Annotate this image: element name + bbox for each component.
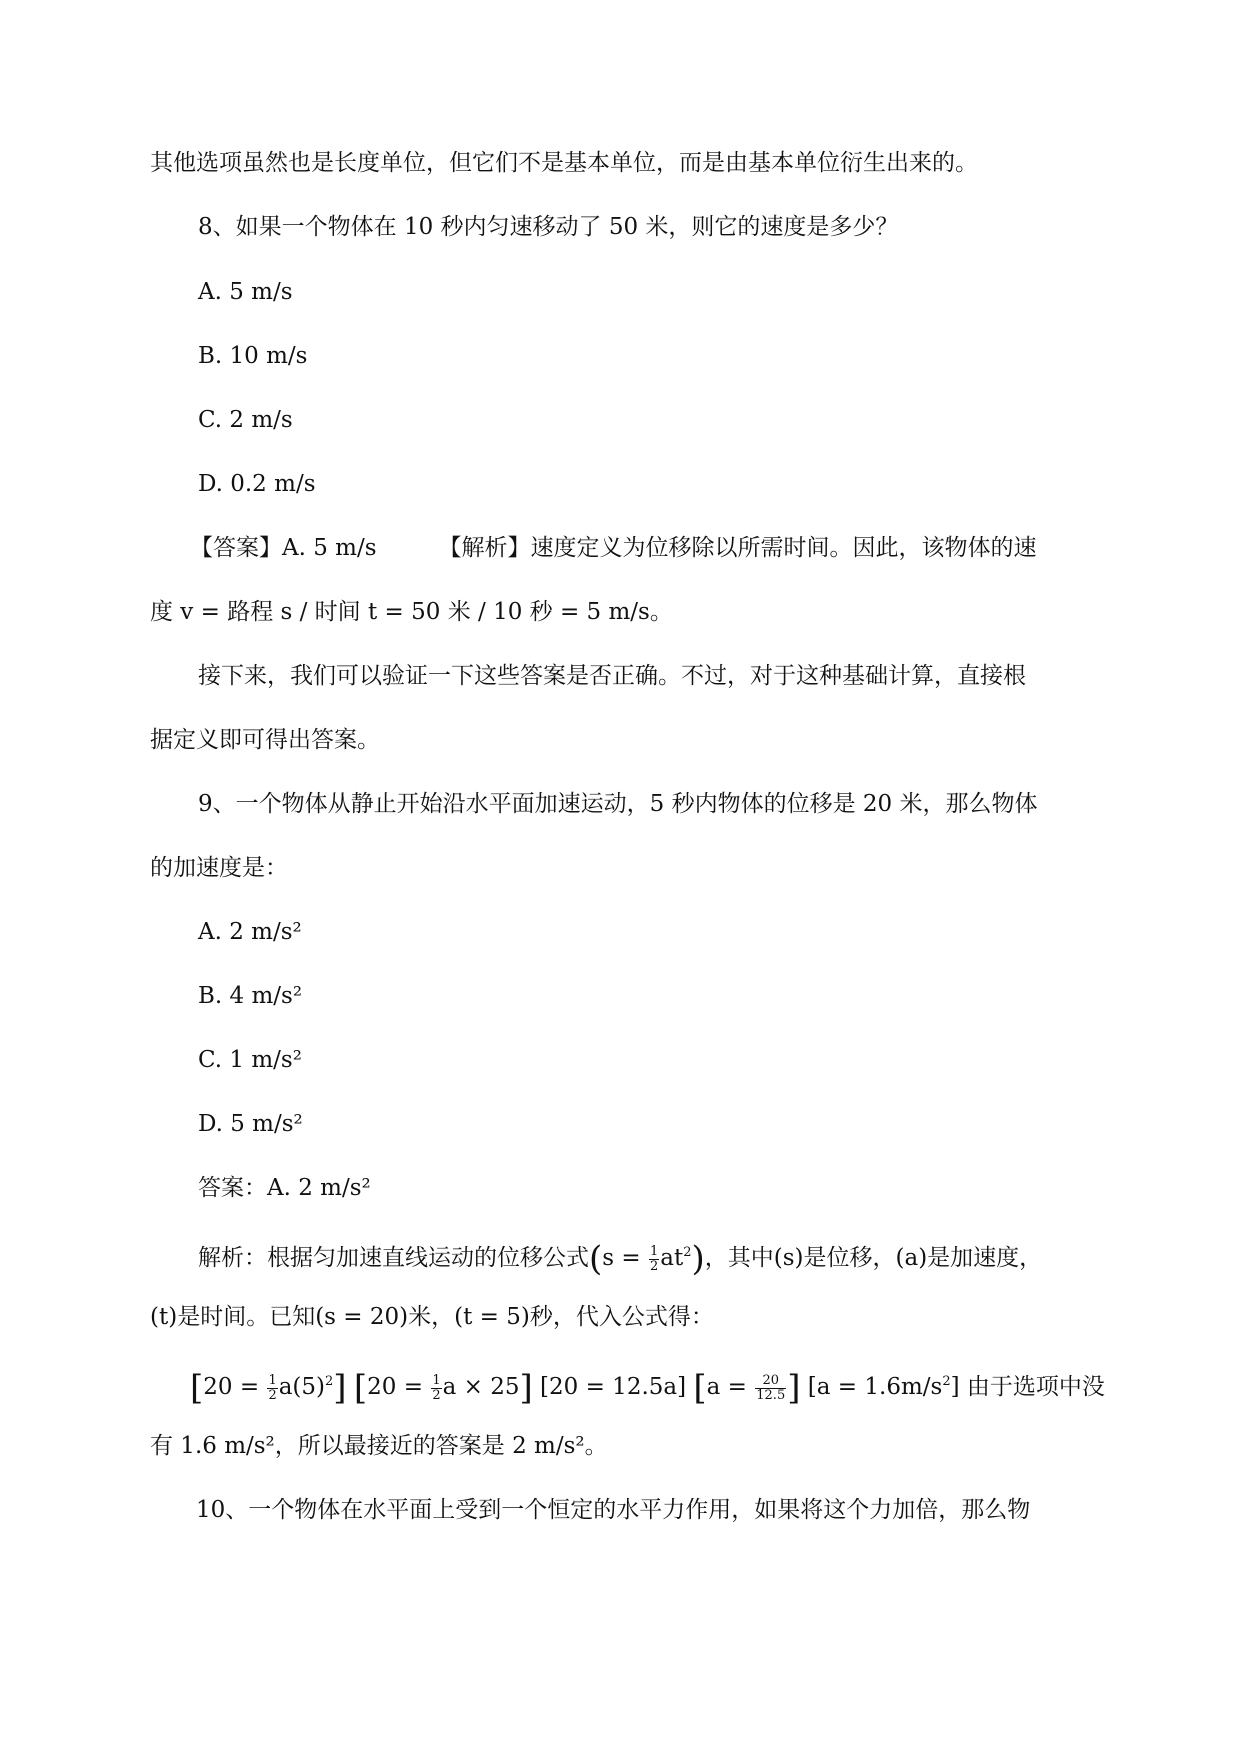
calc-step-2: [20 = $\frac{1}{2}$ a × 25] bbox=[353, 1368, 533, 1408]
q8-analysis-cont: 度 v = 路程 s / 时间 t = 50 米 / 10 秒 = 5 m/s。 bbox=[150, 599, 673, 625]
q9-option-b: B. 4 m/s² bbox=[198, 983, 303, 1009]
calc-step-5: $[a = 1.6m/s^2]$ bbox=[807, 1374, 960, 1400]
q8-answer-line bbox=[190, 533, 1037, 563]
q9-answer: 答案：A. 2 m/s² bbox=[198, 1175, 371, 1201]
q8-analysis: 【解析】速度定义为位移除以所需时间。因此，该物体的速 bbox=[438, 535, 1037, 561]
verify-line-2: 据定义即可得出答案。 bbox=[150, 727, 380, 753]
calc-tail: 由于选项中没 bbox=[966, 1374, 1105, 1400]
q8-answer: 【答案】A. 5 m/s bbox=[190, 535, 377, 561]
q8-option-a: A. 5 m/s bbox=[198, 279, 293, 305]
question-9-line-1: 9、一个物体从静止开始沿水平面加速运动，5 秒内物体的位移是 20 米，那么物体 bbox=[198, 791, 1038, 817]
verify-line-1: 接下来，我们可以验证一下这些答案是否正确。不过，对于这种基础计算，直接根 bbox=[198, 663, 1026, 689]
paragraph-intro: 其他选项虽然也是长度单位，但它们不是基本单位，而是由基本单位衍生出来的。 bbox=[150, 150, 978, 176]
q9-option-d: D. 5 m/s² bbox=[198, 1111, 303, 1137]
q8-option-c: C. 2 m/s bbox=[198, 407, 293, 433]
q9-option-a: A. 2 m/s² bbox=[198, 919, 302, 945]
q9-analysis-line-2: (t)是时间。已知(s = 20)米，(t = 5)秒，代入公式得： bbox=[150, 1304, 714, 1330]
q9-analysis-prefix: 解析：根据匀加速直线运动的位移公式 bbox=[198, 1245, 589, 1271]
q9-analysis-line-1 bbox=[198, 1238, 1043, 1279]
q9-analysis-mid: ，其中(s)是位移，(a)是加速度， bbox=[704, 1245, 1043, 1271]
q9-calc-line bbox=[190, 1367, 1105, 1408]
q9-option-c: C. 1 m/s² bbox=[198, 1047, 302, 1073]
question-8: 8、如果一个物体在 10 秒内匀速移动了 50 米，则它的速度是多少？ bbox=[198, 214, 899, 240]
calc-step-4: [a = $\frac{20}{12.5}$ ] bbox=[693, 1368, 801, 1408]
calc-step-3: [20 = 12.5a] bbox=[540, 1374, 687, 1400]
q9-calc-line-2: 有 1.6 m/s²，所以最接近的答案是 2 m/s²。 bbox=[150, 1433, 608, 1459]
question-9-line-2: 的加速度是： bbox=[150, 855, 288, 881]
formula-displacement: (s = $\frac{1}{2}$ $at^2$) bbox=[589, 1239, 705, 1279]
calc-step-1: [20 = $\frac{1}{2}$ $a(5)^2$] bbox=[190, 1368, 347, 1408]
q8-option-b: B. 10 m/s bbox=[198, 343, 308, 369]
q8-option-d: D. 0.2 m/s bbox=[198, 471, 316, 497]
question-10-line-1: 10、一个物体在水平面上受到一个恒定的水平力作用，如果将这个力加倍，那么物 bbox=[196, 1497, 1031, 1523]
